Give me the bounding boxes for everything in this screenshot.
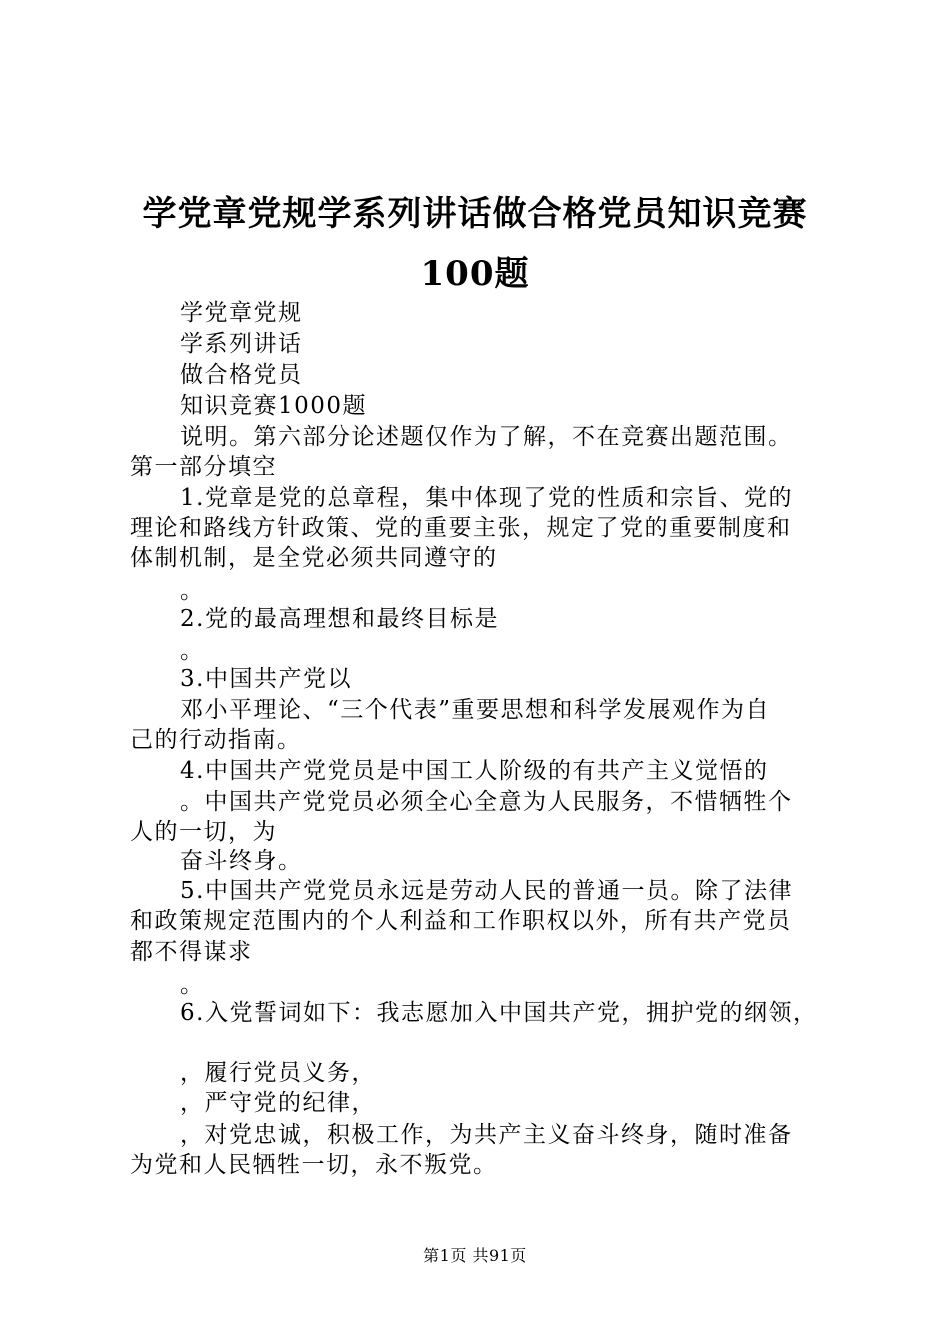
body-line: 。 (180, 638, 205, 664)
body-line: 做合格党员 (180, 362, 303, 388)
body-line: 人的一切，为 (130, 819, 277, 845)
body-line: 。 (180, 972, 205, 998)
body-line: ，对党忠诚，积极工作，为共产主义奋斗终身，随时准备 (180, 1122, 793, 1148)
body-line: 。中国共产党党员必须全心全意为人民服务，不惜牺牲个 (180, 789, 793, 815)
body-line: ，严守党的纪律， (180, 1090, 376, 1116)
body-line: 己的行动指南。 (130, 727, 302, 753)
body-line: 3.中国共产党以 (180, 666, 352, 692)
document-title-line-1: 学党章党规学系列讲话做合格党员知识竞赛 (142, 194, 808, 234)
page-footer: 第1页 共91页 (423, 1246, 527, 1265)
body-line: 奋斗终身。 (180, 848, 303, 874)
body-line: 说明。第六部分论述题仅作为了解，不在竞赛出题范围。 (180, 424, 793, 450)
body-line: 和政策规定范围内的个人利益和工作职权以外，所有共产党员 (130, 908, 792, 934)
body-line: 理论和路线方针政策、党的重要主张，规定了党的重要制度和 (130, 515, 792, 541)
body-line: 1.党章是党的总章程，集中体现了党的性质和宗旨、党的 (180, 485, 793, 511)
document-title-line-2: 100题 (420, 254, 530, 294)
body-line: 2.党的最高理想和最终目标是 (180, 606, 499, 632)
body-line: 第一部分填空 (130, 454, 277, 480)
body-line: 学党章党规 (180, 300, 303, 326)
body-line: 知识竞赛1000题 (180, 393, 368, 419)
body-line: 4.中国共产党党员是中国工人阶级的有共产主义觉悟的 (180, 758, 769, 784)
body-line: 邓小平理论、“三个代表”重要思想和科学发展观作为自 (180, 697, 771, 723)
body-line: 都不得谋求 (130, 939, 253, 965)
body-line: 5.中国共产党党员永远是劳动人民的普通一员。除了法律 (180, 878, 793, 904)
body-line: 体制机制，是全党必须共同遵守的 (130, 545, 498, 571)
body-line: 6.入党誓词如下：我志愿加入中国共产党，拥护党的纲领， (180, 1000, 818, 1026)
body-line: 为党和人民牺牲一切，永不叛党。 (130, 1152, 498, 1178)
body-line: ，履行党员义务， (180, 1060, 376, 1086)
body-line: 。 (180, 578, 205, 604)
body-line: 学系列讲话 (180, 331, 303, 357)
